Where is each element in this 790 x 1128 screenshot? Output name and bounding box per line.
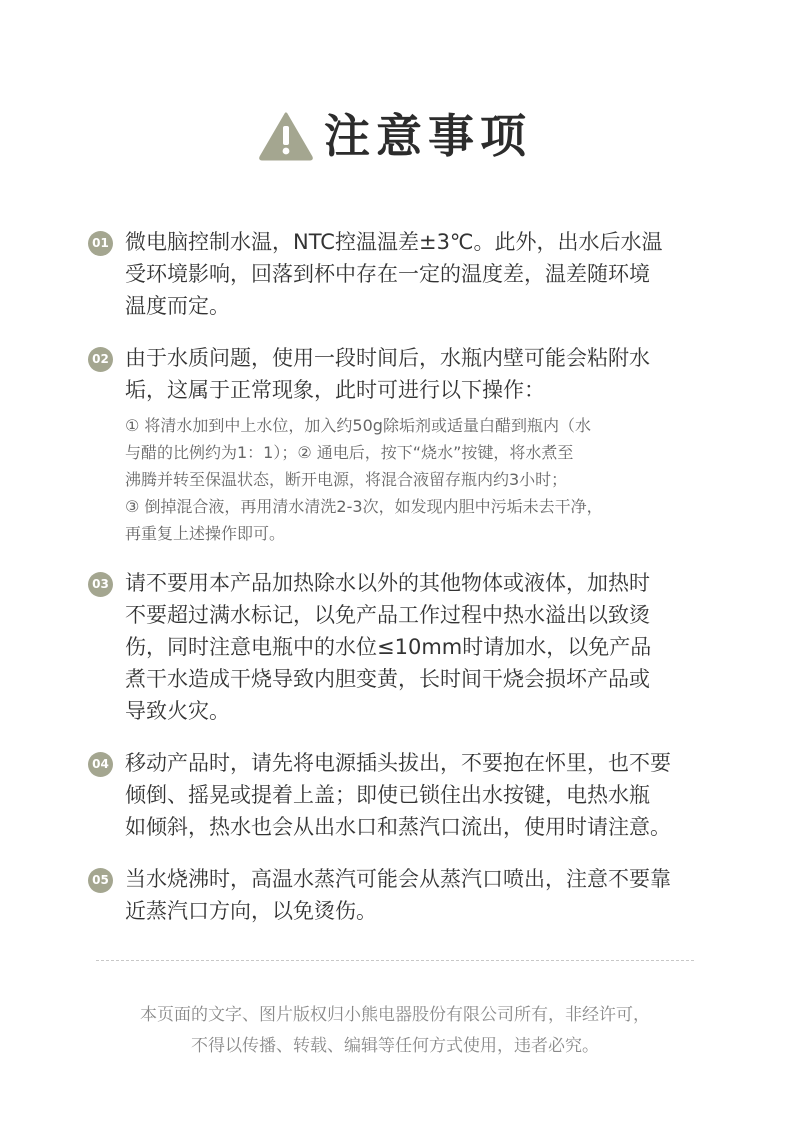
item-body [125, 226, 708, 322]
warning-triangle-icon [258, 111, 314, 161]
page-title: 注意事项 [324, 109, 532, 163]
item-number-badge: 01 [88, 231, 113, 256]
item-body [125, 342, 708, 547]
notice-item-2 [88, 342, 708, 547]
item-body [125, 863, 708, 927]
notice-item-3 [88, 567, 708, 727]
item-number-badge: 02 [88, 347, 113, 372]
item-sub-steps: ① 将清水加到中上水位，加入约50g除垢剂或适量白醋到瓶内（水 与醋的比例约为1：1）；② 通电后，按下“烧水”按键，将水煮至 沸腾并转至保温状态，断开电源，将混合液留存瓶内约3小时； ③ 倒掉混合液，再用清水清洗2-3次，如发现内胆中污垢未去干净， 再重复上述操作即可。 [125, 416, 603, 543]
item-text: 请不要用本产品加热除水以外的其他物体或液体，加热时 不要超过满水标记，以免产品工作过程中热水溢出以致烫 伤，同时注意电瓶中的水位≤10mm时请加水，以免产品 煮干水造成干烧导致内胆变黄，长时间干烧会损坏产品或 导致火灾。 [125, 571, 652, 723]
copyright-footer [0, 1000, 790, 1062]
notice-item-4 [88, 747, 708, 843]
notice-item-5 [88, 863, 708, 927]
item-body [125, 747, 708, 843]
notice-list [88, 226, 708, 947]
item-body [125, 567, 708, 727]
copyright-line-1: 本页面的文字、图片版权归小熊电器股份有限公司所有，非经许可， [140, 1005, 650, 1025]
item-number-badge: 05 [88, 868, 113, 893]
copyright-line-2: 不得以传播、转载、编辑等任何方式使用，违者必究。 [191, 1036, 599, 1056]
item-text: 移动产品时，请先将电源插头拔出，不要抱在怀里，也不要 倾倒、摇晃或提着上盖；即使已锁住出水按键，电热水瓶 如倾斜，热水也会从出水口和蒸汽口流出，使用时请注意。 [125, 751, 671, 839]
item-text: 当水烧沸时，高温水蒸汽可能会从蒸汽口喷出，注意不要靠 近蒸汽口方向，以免烫伤。 [125, 867, 671, 923]
notice-item-1 [88, 226, 708, 322]
page-header [0, 106, 790, 166]
item-number-badge: 03 [88, 572, 113, 597]
item-text: 微电脑控制水温，NTC控温温差±3℃。此外，出水后水温 受环境影响，回落到杯中存在一定的温度差，温差随环境 温度而定。 [125, 230, 663, 318]
item-number-badge: 04 [88, 752, 113, 777]
dashed-divider [96, 960, 694, 961]
item-text: 由于水质问题，使用一段时间后，水瓶内壁可能会粘附水 垢，这属于正常现象，此时可进行以下操作： [125, 346, 650, 402]
